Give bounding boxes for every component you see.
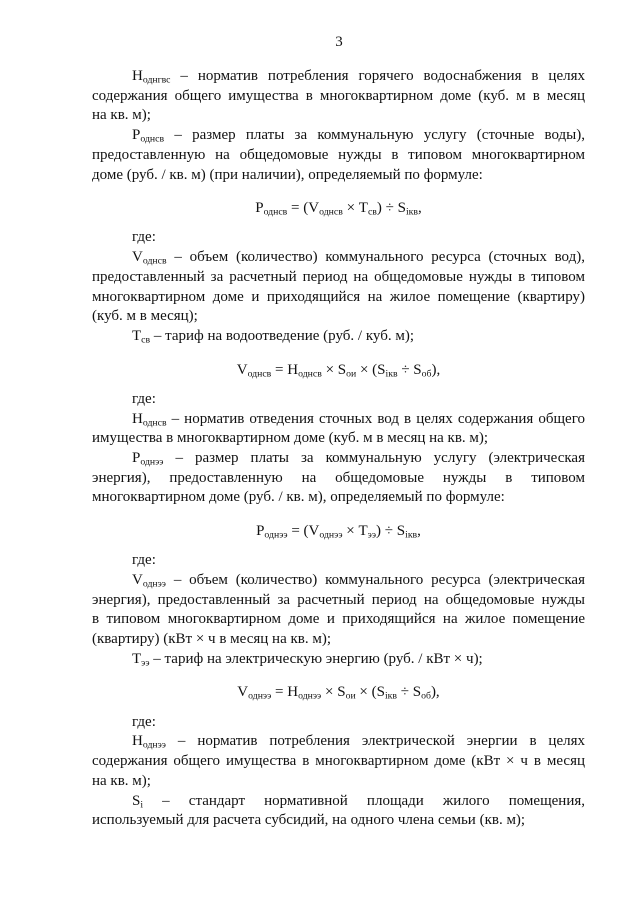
text-line: [92, 811, 585, 831]
line-text: в типовом многоквартирном доме и приходящийся на жилое помещение: [92, 611, 585, 628]
document-body: [92, 67, 585, 831]
formula-subscript: ои: [346, 368, 357, 380]
definition-paragraph: [92, 67, 585, 126]
text-line: [92, 752, 585, 772]
text-line: [92, 228, 585, 248]
formula-term: × S: [321, 361, 347, 378]
formula-subscript: однсв: [263, 206, 288, 218]
formula-subscript: об: [421, 691, 431, 703]
where-label: [92, 228, 585, 248]
definition-paragraph: [92, 650, 585, 670]
formula-term: = (V: [287, 523, 320, 540]
symbol-subscript: однээ: [142, 578, 166, 590]
formula-subscript: однээ: [264, 529, 288, 541]
formula-term: ) ÷ S: [376, 200, 406, 217]
formula: [92, 683, 585, 703]
formula-term: ,: [418, 200, 422, 217]
text-line: [92, 650, 585, 670]
formula-term: ) ÷ S: [376, 523, 406, 540]
formula-term: × S: [321, 684, 346, 701]
text-line: [92, 630, 585, 650]
definition-paragraph: [92, 410, 585, 449]
symbol-subscript: i: [140, 799, 144, 811]
text-line: [92, 67, 585, 87]
text-line: [92, 327, 585, 347]
text-line: [92, 591, 585, 611]
formula-term: × Т: [342, 523, 368, 540]
line-text: (куб. м в месяц);: [92, 308, 198, 325]
symbol: Р: [132, 127, 141, 144]
line-text: на кв. м);: [92, 772, 151, 789]
text-line: [92, 571, 585, 591]
formula-subscript: ои: [345, 691, 356, 703]
text-line: [92, 268, 585, 288]
text-line: [92, 429, 585, 449]
formula-term: = (V: [287, 200, 320, 217]
symbol: V: [132, 249, 143, 266]
symbol-subscript: однсв: [140, 133, 165, 145]
text-line: [92, 772, 585, 792]
line-text: – тариф на водоотведение (руб. / куб. м);: [150, 327, 414, 344]
definition-paragraph: [92, 248, 585, 327]
symbol-subscript: однгвс: [142, 74, 171, 86]
symbol: Т: [132, 650, 142, 667]
line-text: – размер платы за коммунальную услугу (электрическая: [163, 449, 585, 466]
line-text: доме (руб. / кв. м) (при наличии), определяемый по формуле:: [92, 166, 483, 183]
symbol: V: [132, 571, 143, 588]
symbol-subscript: однсв: [142, 417, 167, 429]
formula-term: Р: [256, 523, 265, 540]
formula-subscript: однээ: [248, 691, 272, 703]
text-line: [92, 248, 585, 268]
formula-subscript: св: [367, 206, 377, 218]
text-line: [92, 307, 585, 327]
symbol: Н: [132, 410, 143, 427]
definition-paragraph: [92, 449, 585, 508]
line-text: энергия), предоставленный за расчетный период на общедомовые нужды: [92, 591, 585, 608]
formula: [92, 199, 585, 219]
line-text: – норматив потребления электрической энергии в целях: [166, 733, 585, 750]
formula: [92, 522, 585, 542]
line-text: – объем (количество) коммунального ресурса (электрическая: [166, 571, 585, 588]
text-line: [92, 713, 585, 733]
text-line: [92, 87, 585, 107]
text-line: [92, 792, 585, 812]
line-text: где:: [132, 713, 156, 730]
symbol-subscript: однсв: [142, 255, 167, 267]
formula-term: × (S: [356, 361, 386, 378]
symbol: Т: [132, 327, 142, 344]
formula-term: ),: [431, 361, 441, 378]
text-line: [92, 390, 585, 410]
line-text: (квартиру) (кВт × ч в месяц на кв. м);: [92, 631, 332, 648]
line-text: где:: [132, 229, 156, 246]
symbol-subscript: св: [141, 334, 151, 346]
page-number: 3: [335, 34, 343, 50]
text-line: [92, 106, 585, 126]
formula-term: ÷ S: [397, 684, 422, 701]
text-line: [92, 551, 585, 571]
line-text: – стандарт нормативной площади жилого помещения,: [143, 792, 585, 809]
formula-subscript: ээ: [367, 529, 377, 541]
line-text: – тариф на электрическую энергию (руб. / кВт × ч);: [149, 650, 483, 667]
line-text: на кв. м);: [92, 107, 151, 124]
line-text: – размер платы за коммунальную услугу (сточные воды),: [164, 127, 585, 144]
formula-term: ÷ S: [397, 361, 422, 378]
text-line: [92, 410, 585, 430]
formula-subscript: iкв: [385, 368, 398, 380]
where-label: [92, 713, 585, 733]
line-text: используемый для расчета субсидий, на одного члена семьи (кв. м);: [92, 812, 526, 829]
formula-term: = Н: [271, 361, 299, 378]
text-line: [92, 732, 585, 752]
symbol: Н: [132, 68, 143, 84]
line-text: – объем (количество) коммунального ресурса (сточных вод),: [166, 249, 585, 266]
line-text: предоставленную на общедомовые нужды в типовом многоквартирном: [92, 146, 585, 163]
where-label: [92, 551, 585, 571]
symbol: Р: [132, 449, 141, 466]
symbol-subscript: ээ: [141, 657, 150, 669]
formula-subscript: однээ: [298, 691, 322, 703]
formula-subscript: однээ: [319, 529, 343, 541]
formula-subscript: iкв: [405, 206, 419, 218]
text-line: [92, 610, 585, 630]
text-line: [92, 166, 585, 186]
formula-term: ,: [417, 523, 421, 540]
formula-subscript: однсв: [298, 368, 322, 380]
symbol: S: [132, 792, 141, 809]
line-text: имущества в многоквартирном доме (куб. м в месяц на кв. м);: [92, 430, 489, 447]
text-line: [92, 449, 585, 469]
definition-paragraph: [92, 327, 585, 347]
text-line: [92, 488, 585, 508]
line-text: содержания общего имущества в многоквартирном доме (кВт × ч в месяц: [92, 753, 585, 770]
line-text: многоквартирном доме (руб. / кв. м), определяемый по формуле:: [92, 489, 505, 506]
formula-subscript: об: [421, 368, 432, 380]
line-text: где:: [132, 390, 156, 407]
symbol-subscript: однээ: [140, 456, 164, 468]
text-line: [92, 288, 585, 308]
formula-term: × Т: [342, 200, 368, 217]
text-line: [92, 126, 585, 146]
line-text: – норматив потребления горячего водоснабжения в целях: [170, 68, 585, 84]
definition-paragraph: [92, 571, 585, 650]
line-text: где:: [132, 552, 156, 569]
text-line: [92, 469, 585, 489]
formula-subscript: однсв: [319, 206, 343, 218]
formula-term: V: [237, 684, 249, 701]
line-text: энергия), предоставленную на общедомовые нужды в типовом: [92, 469, 585, 486]
definition-paragraph: [92, 126, 585, 185]
formula-subscript: iкв: [405, 529, 418, 541]
formula-term: ),: [430, 684, 440, 701]
text-line: [92, 146, 585, 166]
formula: [92, 361, 585, 381]
definition-paragraph: [92, 792, 585, 831]
line-text: предоставленный за расчетный период на общедомовые нужды в типовом: [92, 268, 585, 285]
formula-subscript: однсв: [247, 368, 272, 380]
formula-term: = Н: [271, 684, 299, 701]
formula-subscript: iкв: [384, 691, 398, 703]
formula-term: Р: [255, 200, 264, 217]
formula-term: × (S: [355, 684, 385, 701]
line-text: содержания общего имущества в многоквартирном доме (куб. м в месяц: [92, 87, 585, 104]
definition-paragraph: [92, 732, 585, 791]
line-text: многоквартирном доме и приходящийся на жилое помещение (квартиру): [92, 288, 585, 305]
where-label: [92, 390, 585, 410]
line-text: – норматив отведения сточных вод в целях содержания общего: [166, 410, 585, 427]
symbol-subscript: однээ: [142, 740, 166, 752]
symbol: Н: [132, 733, 143, 750]
formula-term: V: [236, 361, 248, 378]
